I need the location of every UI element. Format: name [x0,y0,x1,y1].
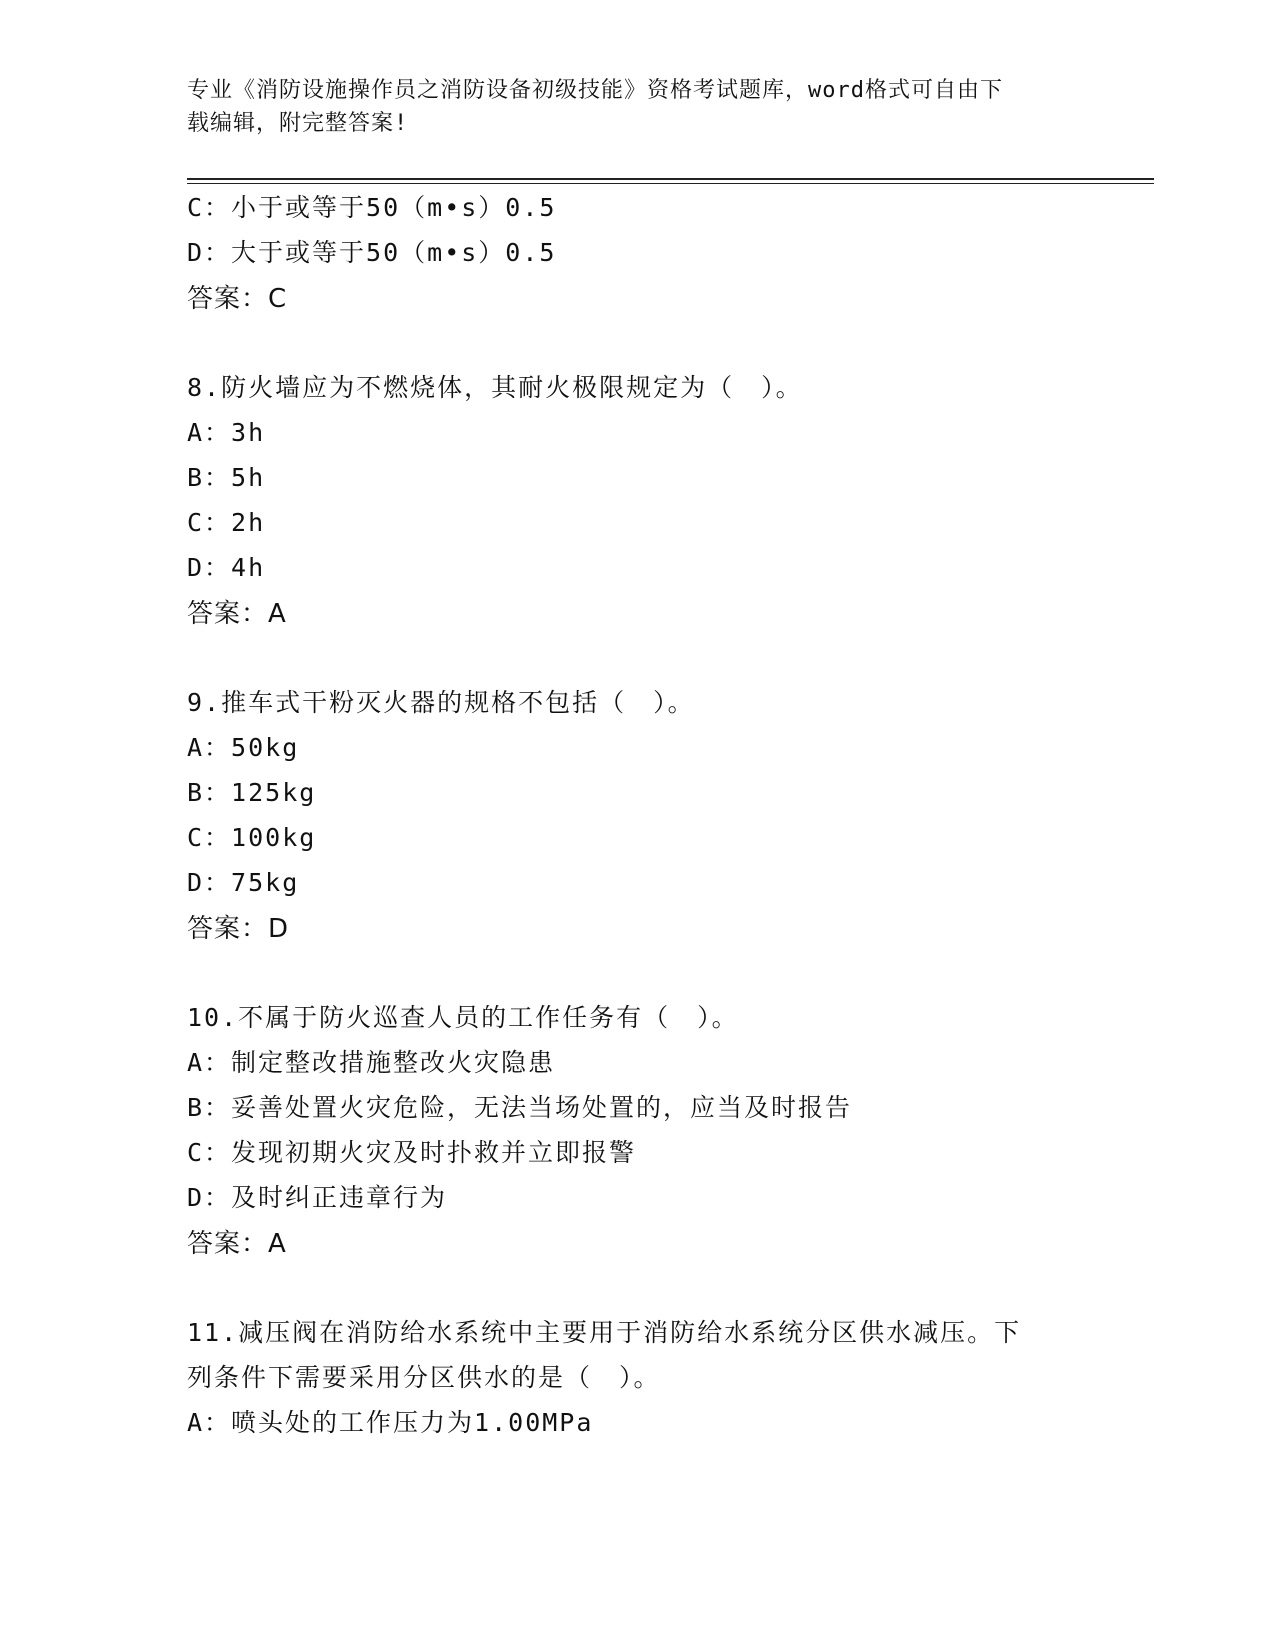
q9-option-b: B：125kg [187,778,317,807]
q8-option-b: B：5h [187,463,266,492]
header-divider-thick [187,178,1154,180]
q7-option-c: C：小于或等于50（m•s）0.5 [187,193,557,222]
header-divider-thin [187,183,1154,184]
header-line-2: 载编辑，附完整答案! [187,111,409,136]
q7-option-d: D：大于或等于50（m•s）0.5 [187,238,557,267]
q10-option-a: A：制定整改措施整改火灾隐患 [187,1048,556,1077]
q9-answer: 答案：D [187,914,290,944]
q11-option-a: A：喷头处的工作压力为1.00MPa [187,1408,594,1437]
q8-option-d: D：4h [187,553,266,582]
document-header [187,74,1067,140]
q10-stem: 10.不属于防火巡查人员的工作任务有（ ）。 [187,1003,739,1032]
q8-stem: 8.防火墙应为不燃烧体，其耐火极限规定为（ ）。 [187,373,803,402]
q10-option-b: B：妥善处置火灾危险，无法当场处置的，应当及时报告 [187,1093,853,1122]
q10-option-c: C：发现初期火灾及时扑救并立即报警 [187,1138,637,1167]
q8-option-c: C：2h [187,508,266,537]
q11-stem-line-1: 11.减压阀在消防给水系统中主要用于消防给水系统分区供水减压。下 [187,1318,1022,1347]
q9-option-a: A：50kg [187,733,300,762]
q7-answer: 答案：C [187,284,288,314]
header-line-1: 专业《消防设施操作员之消防设备初级技能》资格考试题库，word格式可自由下 [187,78,1003,103]
q9-option-c: C：100kg [187,823,317,852]
q8-option-a: A：3h [187,418,266,447]
q9-stem: 9.推车式干粉灭火器的规格不包括（ ）。 [187,688,695,717]
q10-option-d: D：及时纠正违章行为 [187,1183,448,1212]
q8-answer: 答案：A [187,599,287,629]
q9-option-d: D：75kg [187,868,300,897]
q11-stem-line-2: 列条件下需要采用分区供水的是（ ）。 [187,1363,661,1392]
q10-answer: 答案：A [187,1229,287,1259]
